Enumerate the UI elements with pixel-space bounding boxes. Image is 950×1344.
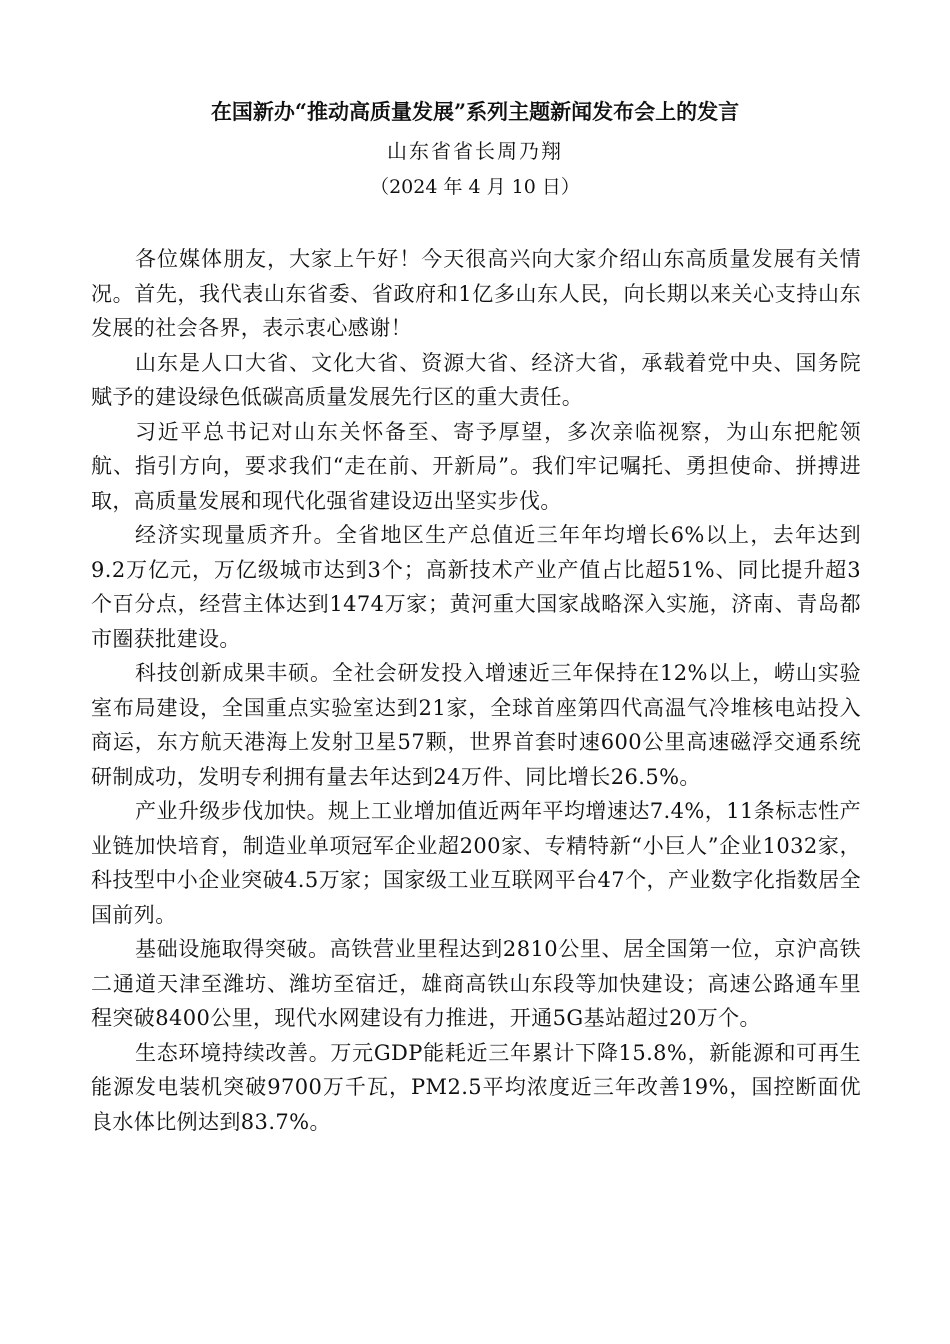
paragraph-industry: 产业升级步伐加快。规上工业增加值近两年平均增速达7.4%，11条标志性产业链加快培育，制造业单项冠军企业超200家、专精特新“小巨人”企业1032家，科技型中小企业突破4.5万家；国家级工业互联网平台47个，产业数字化指数居全国前列。 bbox=[91, 799, 861, 927]
paragraph-leadership-guidance: 习近平总书记对山东关怀备至、寄予厚望，多次亲临视察，为山东把舵领航、指引方向，要求我们“走在前、开新局”。我们牢记嘱托、勇担使命、拼搏进取，高质量发展和现代化强省建设迈出坚实步伐。 bbox=[91, 419, 861, 513]
paragraph-greeting: 各位媒体朋友，大家上午好！今天很高兴向大家介绍山东高质量发展有关情况。首先，我代表山东省委、省政府和1亿多山东人民，向长期以来关心支持山东发展的社会各界，表示衷心感谢！ bbox=[91, 247, 861, 340]
paragraph-infrastructure: 基础设施取得突破。高铁营业里程达到2810公里、居全国第一位，京沪高铁二通道天津至潍坊、潍坊至宿迁，雄商高铁山东段等加快建设；高速公路通车里程突破8400公里，现代水网建设有力推进，开通5G基站超过20万个。 bbox=[91, 937, 861, 1030]
document-title: 在国新办“推动高质量发展”系列主题新闻发布会上的发言 bbox=[210, 99, 740, 124]
paragraph-technology: 科技创新成果丰硕。全社会研发投入增速近三年保持在12%以上，崂山实验室布局建设，全国重点实验室达到21家，全球首座第四代高温气冷堆核电站投入商运，东方航天港海上发射卫星57颗，世界首套时速600公里高速磁浮交通系统研制成功，发明专利拥有量去年达到24万件、同比增长26.5%。 bbox=[91, 661, 861, 789]
paragraph-ecology: 生态环境持续改善。万元GDP能耗近三年累计下降15.8%，新能源和可再生能源发电装机突破9700万千瓦，PM2.5平均浓度近三年改善19%，国控断面优良水体比例达到83.7%。 bbox=[91, 1040, 861, 1134]
paragraph-economy: 经济实现量质齐升。全省地区生产总值近三年年均增长6%以上，去年达到9.2万亿元，万亿级城市达到3个；高新技术产业产值占比超51%、同比提升超3个百分点，经营主体达到1474万家；黄河重大国家战略深入实施，济南、青岛都市圈获批建设。 bbox=[91, 523, 861, 651]
document-date: （2024 年 4 月 10 日） bbox=[370, 176, 580, 198]
paragraph-province-overview: 山东是人口大省、文化大省、资源大省、经济大省，承载着党中央、国务院赋予的建设绿色低碳高质量发展先行区的重大责任。 bbox=[91, 350, 861, 409]
document-author: 山东省省长周乃翔 bbox=[387, 139, 563, 163]
document-body bbox=[91, 242, 861, 1139]
